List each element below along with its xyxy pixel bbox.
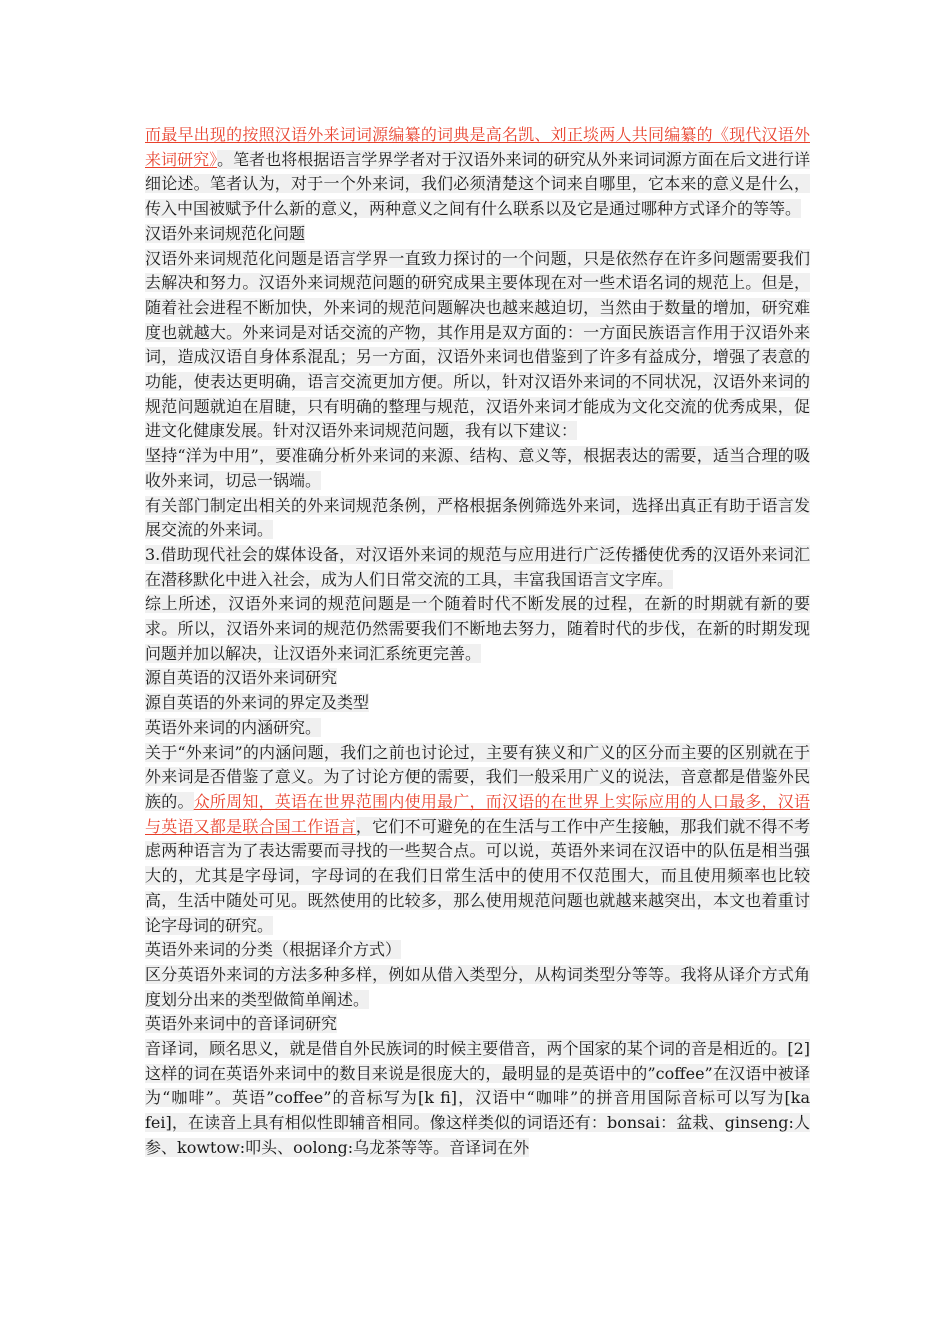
paragraph-classification: 区分英语外来词的方法多种多样，例如从借入类型分，从构词类型分等等。我将从译介方式角度划分出来的类型做简单阐述。 bbox=[145, 964, 810, 1009]
subsection-heading-classification: 英语外来词的分类（根据译介方式） bbox=[145, 940, 402, 960]
section-heading-standardization: 汉语外来词规范化问题 bbox=[145, 223, 306, 243]
red-underlined-citation: 而最早出现的按照汉语外来词词源编纂的词典是高名凯、刘正埮两人共同编纂的《现代汉语外来词研究》 bbox=[145, 125, 810, 169]
section-heading-english-loanwords: 源自英语的汉语外来词研究 bbox=[145, 668, 338, 688]
paragraph-summary: 综上所述，汉语外来词的规范问题是一个随着时代不断发展的过程，在新的时期就有新的要求。所以，汉语外来词的规范仍然需要我们不断地去努力，随着时代的步伐，在新的时期发现问题并加以解决，让汉语外来词汇系统更完善。 bbox=[145, 594, 810, 663]
subsection-heading-connotation: 英语外来词的内涵研究。 bbox=[145, 717, 322, 737]
paragraph-text: 。笔者也将根据语言学界学者对于汉语外来词的研究从外来词词源方面在后文进行详细论述。笔者认为，对于一个外来词，我们必须清楚这个词来自哪里，它本来的意义是什么，传入中国被赋予什么新的意义，两种意义之间有什么联系以及它是通过哪种方式译介的等等。 bbox=[145, 149, 810, 219]
suggestion-item-3: 3.借助现代社会的媒体设备，对汉语外来词的规范与应用进行广泛传播使优秀的汉语外来词汇在潜移默化中进入社会，成为人们日常交流的工具，丰富我国语言文字库。 bbox=[145, 544, 810, 589]
suggestion-item-2: 有关部门制定出相关的外来词规范条例，严格根据条例筛选外来词，选择出真正有助于语言发展交流的外来词。 bbox=[145, 495, 810, 540]
paragraph-dictionary-source bbox=[145, 123, 810, 222]
red-underlined-statement: 众所周知，英语在世界范围内使用最广，而汉语的在世界上实际应用的人口最多，汉语与英语又都是联合国工作语言 bbox=[145, 791, 810, 836]
suggestion-item-1: 坚持“洋为中用”，要准确分析外来词的来源、结构、意义等，根据表达的需要，适当合理的吸收外来词，切忌一锅端。 bbox=[145, 446, 810, 490]
subsection-heading-transliteration: 英语外来词中的音译词研究 bbox=[145, 1014, 338, 1034]
paragraph-standardization-issues: 汉语外来词规范化问题是语言学界一直致力探讨的一个问题，只是依然存在许多问题需要我们去解决和努力。汉语外来词规范问题的研究成果主要体现在对一些术语名词的规范上。但是，随着社会进程不断加快，外来词的规范问题解决也越来越迫切，当然由于数量的增加，研究难度也就越大。外来词是对话交流的产物，其作用是双方面的：一方面民族语言作用于汉语外来词，造成汉语自身体系混乱；另一方面，汉语外来词也借鉴到了许多有益成分，增强了表意的功能，使表达更明确，语言交流更加方便。所以，针对汉语外来词的不同状况，汉语外来词的规范问题就迫在眉睫，只有明确的整理与规范，汉语外来词才能成为文化交流的优秀成果，促进文化健康发展。针对汉语外来词规范问题，我有以下建议： bbox=[145, 248, 810, 441]
subsection-heading-definition-types: 源自英语的外来词的界定及类型 bbox=[145, 693, 370, 713]
paragraph-connotation: 关于“外来词”的内涵问题，我们之前也讨论过，主要有狭义和广义的区分而主要的区别就在于外来词是否借鉴了意义。为了讨论方便的需要，我们一般采用广义的说法，音意都是借鉴外民族的。众所周知，英语在世界范围内使用最广，而汉语的在世界上实际应用的人口最多，汉语与英语又都是联合国工作语言，它们不可避免的在生活与工作中产生接触，那我们就不得不考虑两种语言为了表达需要而寻找的一些契合点。可以说，英语外来词在汉语中的队伍是相当强大的，尤其是字母词，字母词的在我们日常生活中的使用不仅范围大，而且使用频率也比较高，生活中随处可见。既然使用的比较多，那么使用规范问题也就越来越突出，本文也着重讨论字母词的研究。 bbox=[145, 742, 810, 935]
paragraph-transliteration: 音译词，顾名思义，就是借自外民族词的时候主要借音，两个国家的某个词的音是相近的。[2]这样的词在英语外来词中的数目来说是很庞大的，最明显的是英语中的”coffee”在汉语中被译为“咖啡”。英语”coffee”的音标写为[k fi]，汉语中“咖啡”的拼音用国际音标可以写为[ka fei]，在读音上具有相似性即辅音相同。像这样类似的词语还有：bonsai：盆栽、ginseng:人参、kowtow:叩头、oolong:乌龙茶等等。音译词在外 bbox=[145, 1039, 810, 1157]
document-body bbox=[145, 123, 810, 1161]
